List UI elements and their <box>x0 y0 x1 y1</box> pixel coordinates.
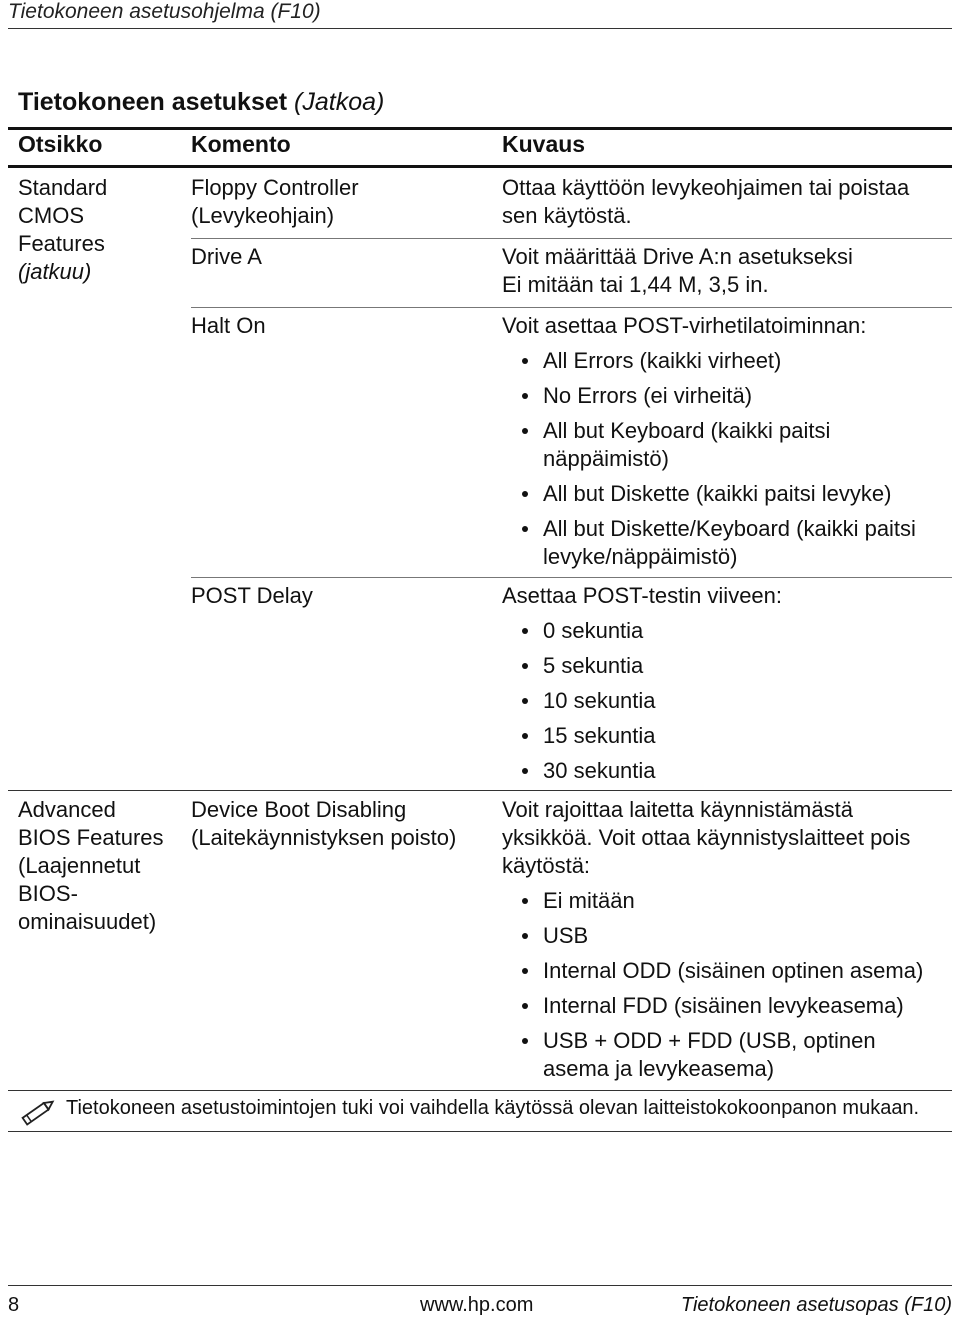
command-device-boot-disabling <box>191 796 456 852</box>
description-line: Voit rajoittaa laitetta käynnistämästä <box>502 797 853 822</box>
list-item: 15 sekuntia <box>520 722 940 750</box>
list-item: 30 sekuntia <box>520 757 940 785</box>
list-item: Ei mitään <box>520 887 945 915</box>
description-line: Ottaa käyttöön levykeohjaimen tai poistaa <box>502 175 910 200</box>
note-box <box>8 1090 952 1132</box>
footer-url: www.hp.com <box>420 1294 534 1316</box>
section-label-line: CMOS <box>18 203 84 228</box>
list-item: All Errors (kaikki virheet) <box>520 347 940 375</box>
description-halt-on: Voit asettaa POST-virhetilatoiminnan: <box>502 313 867 338</box>
section-label-line: Standard <box>18 175 108 200</box>
list-item: All but Diskette (kaikki paitsi levyke) <box>520 480 940 508</box>
footer-divider <box>8 1285 952 1286</box>
list-item: Internal FDD (sisäinen levykeasema) <box>520 992 945 1020</box>
row-divider <box>191 577 952 578</box>
column-header-rule <box>8 165 952 168</box>
section-label-line: BIOS Features <box>18 825 164 850</box>
table-title-continued: (Jatkoa) <box>294 88 385 116</box>
section-label-line: Advanced <box>18 797 116 822</box>
section-label-line: BIOS- <box>18 881 78 906</box>
list-item: 10 sekuntia <box>520 687 940 715</box>
running-header: Tietokoneen asetusohjelma (F10) <box>8 0 321 23</box>
table-top-rule <box>8 127 952 130</box>
pencil-note-icon <box>18 1096 58 1128</box>
command-floppy-controller <box>191 174 359 230</box>
description-drive-a <box>502 243 853 299</box>
section-label-line: (Laajennetut <box>18 853 141 878</box>
list-item: 5 sekuntia <box>520 652 940 680</box>
row-divider <box>191 238 952 239</box>
footer-guide-title: Tietokoneen asetusopas (F10) <box>680 1294 952 1316</box>
description-floppy-controller <box>502 174 909 230</box>
list-item: All but Keyboard (kaikki paitsi näppäimistö) <box>520 417 843 473</box>
list-item: USB + ODD + FDD (USB, optinen asema ja levykeasema) <box>520 1027 943 1083</box>
description-line: Voit määrittää Drive A:n asetukseksi <box>502 244 853 269</box>
header-divider <box>8 28 952 29</box>
list-item: All but Diskette/Keyboard (kaikki paitsi levyke/näppäimistö) <box>520 515 940 571</box>
list-item: No Errors (ei virheitä) <box>520 382 940 410</box>
command-line: Device Boot Disabling <box>191 797 407 822</box>
section-label-line: (jatkuu) <box>18 259 92 284</box>
note-text: Tietokoneen asetustoimintojen tuki voi vaihdella käytössä olevan laitteistokokoonpanon mukaan. <box>66 1097 920 1119</box>
description-line: käytöstä: <box>502 853 591 878</box>
row-divider <box>191 307 952 308</box>
description-line: sen käytöstä. <box>502 203 632 228</box>
command-drive-a: Drive A <box>191 244 262 269</box>
list-item: Internal ODD (sisäinen optinen asema) <box>520 957 945 985</box>
description-device-boot-disabling <box>502 796 910 880</box>
section-label-line: ominaisuudet) <box>18 909 157 934</box>
description-line: yksikköä. Voit ottaa käynnistyslaitteet pois <box>502 825 911 850</box>
column-header-command: Komento <box>191 131 291 157</box>
command-line: (Levykeohjain) <box>191 203 335 228</box>
section-advanced-bios <box>18 796 164 936</box>
command-line: (Laitekäynnistyksen poisto) <box>191 825 457 850</box>
section-label-line: Features <box>18 231 105 256</box>
table-title-main: Tietokoneen asetukset <box>18 88 288 116</box>
column-header-description: Kuvaus <box>502 131 586 157</box>
column-header-heading: Otsikko <box>18 131 103 157</box>
list-item: USB <box>520 922 945 950</box>
command-line: Floppy Controller <box>191 175 359 200</box>
page-number: 8 <box>8 1294 20 1316</box>
post-delay-options <box>520 617 940 792</box>
table-title <box>18 88 384 117</box>
halt-on-options <box>520 347 940 578</box>
command-post-delay: POST Delay <box>191 583 313 608</box>
description-line: Ei mitään tai 1,44 M, 3,5 in. <box>502 272 769 297</box>
list-item: 0 sekuntia <box>520 617 940 645</box>
description-post-delay: Asettaa POST-testin viiveen: <box>502 583 783 608</box>
section-standard-cmos <box>18 174 107 286</box>
command-halt-on: Halt On <box>191 313 266 338</box>
section-divider <box>8 790 952 791</box>
device-boot-options <box>520 887 945 1090</box>
